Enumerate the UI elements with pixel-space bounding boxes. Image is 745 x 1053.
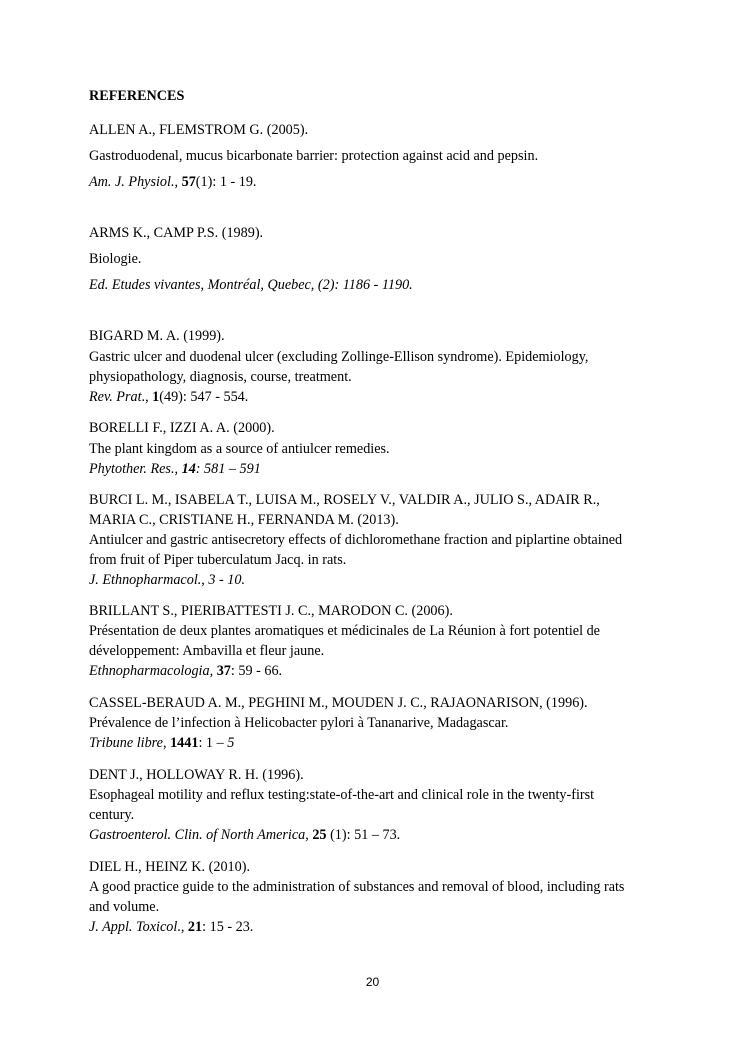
journal-name: Rev. Prat <box>89 389 142 405</box>
reference-title-line: Présentation de deux plantes aromatiques et médicinales de La Réunion à fort potentiel de <box>89 623 600 639</box>
reference-title-line: and volume. <box>89 899 160 915</box>
reference-authors: BRILLANT S., PIERIBATTESTI J. C., MARODON C. (2006). <box>89 603 453 619</box>
reference-authors: BORELLI F., IZZI A. A. (2000). <box>89 420 275 436</box>
journal-name: Phytother. Res., <box>89 461 179 477</box>
journal-name: Am. J. Physiol., <box>89 174 179 190</box>
citation-pages: : 59 - 66. <box>230 663 283 679</box>
reference-citation <box>89 387 248 407</box>
reference-citation <box>89 459 261 479</box>
reference-title: The plant kingdom as a source of antiulcer remedies. <box>89 441 390 457</box>
citation-end-page: 5 <box>227 735 235 751</box>
citation-pages: : 581 – 591 <box>195 461 261 477</box>
citation-separator: ., <box>141 389 153 405</box>
reference-authors: ARMS K., CAMP P.S. (1989). <box>89 225 264 241</box>
references-heading: REFERENCES <box>89 88 185 104</box>
journal-name: Ethnopharmacologia, <box>89 663 214 679</box>
reference-authors: ALLEN A., FLEMSTROM G. (2005). <box>89 122 309 138</box>
reference-authors: DENT J., HOLLOWAY R. H. (1996). <box>89 767 304 783</box>
reference-title-line: Gastric ulcer and duodenal ulcer (excluding Zollinge-Ellison syndrome). Epidemiology, <box>89 349 589 365</box>
reference-title-line: Esophageal motility and reflux testing:state-of-the-art and clinical role in the twenty-first <box>89 787 595 803</box>
journal-name: Gastroenterol. Clin. of North America <box>89 827 306 843</box>
journal-volume: 1 <box>152 389 160 405</box>
reference-authors: CASSEL-BERAUD A. M., PEGHINI M., MOUDEN J. C., RAJAONARISON, (1996). <box>89 695 588 711</box>
journal-volume: 37 <box>216 663 231 679</box>
reference-authors: BIGARD M. A. (1999). <box>89 328 225 344</box>
reference-citation <box>89 825 400 845</box>
reference-citation <box>89 661 282 681</box>
journal-volume: 25 <box>312 827 327 843</box>
reference-authors: DIEL H., HEINZ K. (2010). <box>89 859 251 875</box>
journal-name: Tribune libre, <box>89 735 167 751</box>
reference-citation <box>89 917 253 937</box>
page-number: 20 <box>365 975 380 989</box>
reference-title-line: century. <box>89 807 135 823</box>
reference-citation: J. Ethnopharmacol., 3 - 10. <box>89 572 246 588</box>
reference-authors-line: BURCI L. M., ISABELA T., LUISA M., ROSELY V., VALDIR A., JULIO S., ADAIR R., <box>89 492 600 508</box>
reference-title-line: développement: Ambavilla et fleur jaune. <box>89 643 325 659</box>
reference-citation <box>89 172 256 192</box>
citation-separator: , <box>305 827 313 843</box>
reference-title-line: Antiulcer and gastric antisecretory effects of dichloromethane fraction and piplartine obtained <box>89 532 623 548</box>
reference-title-line: from fruit of Piper tuberculatum Jacq. in rats. <box>89 552 347 568</box>
journal-volume: 21 <box>187 919 203 935</box>
journal-name: J. Appl. Toxicol <box>89 919 178 935</box>
reference-citation <box>89 733 234 753</box>
reference-title: Biologie. <box>89 251 142 267</box>
citation-pages: (49): 547 - 554. <box>159 389 249 405</box>
reference-authors-line: MARIA C., CRISTIANE H., FERNANDA M. (2013). <box>89 512 399 528</box>
journal-volume: 14 <box>181 461 196 477</box>
citation-pages: : 15 - 23. <box>202 919 254 935</box>
journal-volume: 57 <box>181 174 196 190</box>
citation-pages: : 1 – <box>198 735 228 751</box>
journal-volume: 1441 <box>170 735 199 751</box>
reference-title: Prévalence de l’infection à Helicobacter pylori à Tananarive, Madagascar. <box>89 715 509 731</box>
reference-title-line: A good practice guide to the administration of substances and removal of blood, including rats <box>89 879 625 895</box>
reference-title: Gastroduodenal, mucus bicarbonate barrier: protection against acid and pepsin. <box>89 148 539 164</box>
reference-title-line: physiopathology, diagnosis, course, treatment. <box>89 369 352 385</box>
citation-separator: ., <box>177 919 188 935</box>
citation-pages: (1): 1 - 19. <box>195 174 257 190</box>
reference-citation: Ed. Etudes vivantes, Montréal, Quebec, (2): 1186 - 1190. <box>89 277 413 293</box>
citation-pages: (1): 51 – 73. <box>326 827 401 843</box>
